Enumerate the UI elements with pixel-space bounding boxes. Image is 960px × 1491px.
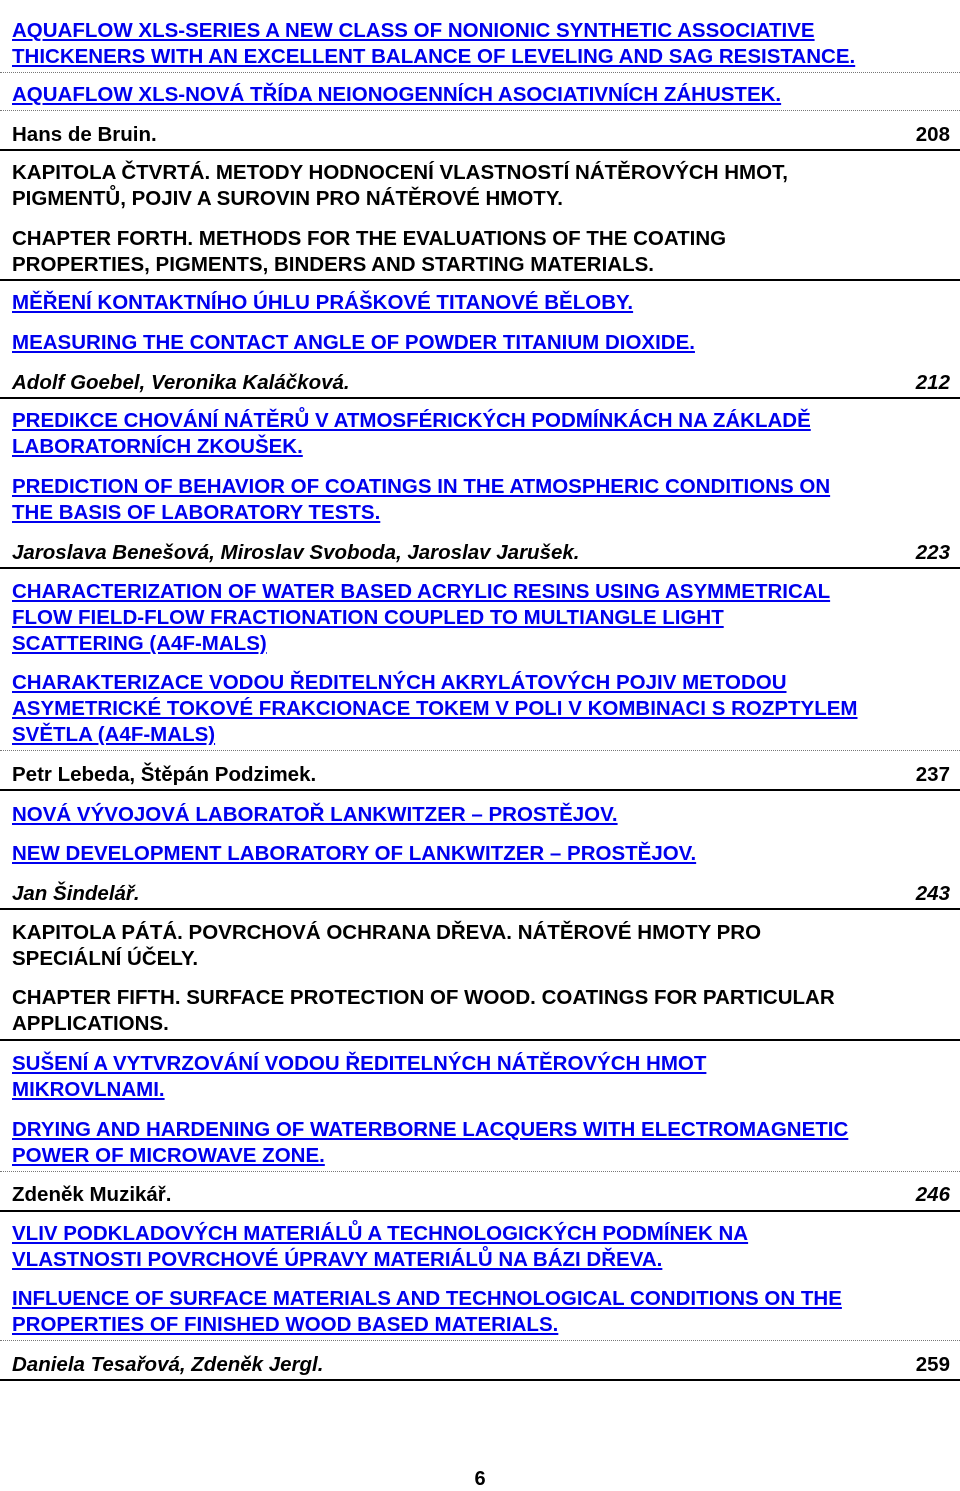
dotted-divider (0, 1171, 960, 1172)
entry-5-page: 243 (915, 882, 950, 905)
entry-6-title-en-line2[interactable]: POWER OF MICROWAVE ZONE. (12, 1144, 325, 1167)
entry-4-title-en-line3[interactable]: SCATTERING (A4F-MALS) (12, 632, 267, 655)
entry-divider (0, 397, 960, 399)
entry-divider (0, 1210, 960, 1212)
entry-4-author: Petr Lebeda, Štěpán Podzimek. (12, 763, 317, 786)
entry-divider (0, 789, 960, 791)
entry-divider (0, 279, 960, 281)
dotted-divider (0, 72, 960, 73)
entry-divider (0, 908, 960, 910)
entry-4-page: 237 (915, 763, 950, 786)
entry-1-page: 208 (915, 123, 950, 146)
entry-6-title-cz-line2[interactable]: MIKROVLNAMI. (12, 1078, 165, 1101)
chapter-4-heading-en-line2: PROPERTIES, PIGMENTS, BINDERS AND STARTING MATERIALS. (12, 253, 654, 276)
entry-6-page: 246 (915, 1183, 950, 1206)
chapter-5-heading-cz-line2: SPECIÁLNÍ ÚČELY. (12, 947, 199, 970)
entry-7-author: Daniela Tesařová, Zdeněk Jergl. (12, 1353, 324, 1376)
entry-2-page: 212 (915, 371, 950, 394)
entry-6-author: Zdeněk Muzikář. (12, 1183, 172, 1206)
chapter-4-heading-cz-line2: PIGMENTŮ, POJIV A SUROVIN PRO NÁTĚROVÉ HMOTY. (12, 187, 563, 210)
entry-3-page: 223 (915, 541, 950, 564)
entry-3-title-cz-line2[interactable]: LABORATORNÍCH ZKOUŠEK. (12, 435, 303, 458)
entry-3-author: Jaroslava Benešová, Miroslav Svoboda, Jaroslav Jarušek. (12, 541, 580, 564)
entry-2-title-cz[interactable]: MĚŘENÍ KONTAKTNÍHO ÚHLU PRÁŠKOVÉ TITANOVÉ BĚLOBY. (12, 291, 634, 314)
entry-5-title-en[interactable]: NEW DEVELOPMENT LABORATORY OF LANKWITZER – PROSTĚJOV. (12, 842, 697, 865)
chapter-5-heading-en-line2: APPLICATIONS. (12, 1012, 169, 1035)
chapter-4-heading-en-line1: CHAPTER FORTH. METHODS FOR THE EVALUATIONS OF THE COATING (12, 227, 727, 250)
chapter-4-heading-cz-line1: KAPITOLA ČTVRTÁ. METODY HODNOCENÍ VLASTNOSTÍ NÁTĚROVÝCH HMOT, (12, 161, 788, 184)
entry-1-title-cz[interactable]: AQUAFLOW XLS-NOVÁ TŘÍDA NEIONOGENNÍCH ASOCIATIVNÍCH ZÁHUSTEK. (12, 83, 782, 106)
entry-7-page: 259 (915, 1353, 950, 1376)
entry-6-title-cz-line1[interactable]: SUŠENÍ A VYTVRZOVÁNÍ VODOU ŘEDITELNÝCH NÁTĚROVÝCH HMOT (12, 1052, 707, 1075)
entry-4-title-cz-line1[interactable]: CHARAKTERIZACE VODOU ŘEDITELNÝCH AKRYLÁTOVÝCH POJIV METODOU (12, 671, 787, 694)
entry-1-author: Hans de Bruin. (12, 123, 157, 146)
entry-7-title-cz-line2[interactable]: VLASTNOSTI POVRCHOVÉ ÚPRAVY MATERIÁLŮ NA BÁZI DŘEVA. (12, 1248, 663, 1271)
entry-3-title-cz-line1[interactable]: PREDIKCE CHOVÁNÍ NÁTĚRŮ V ATMOSFÉRICKÝCH PODMÍNKÁCH NA ZÁKLADĚ (12, 409, 811, 432)
entry-divider (0, 1379, 960, 1381)
page-number: 6 (474, 1468, 486, 1490)
entry-4-title-en-line2[interactable]: FLOW FIELD-FLOW FRACTIONATION COUPLED TO MULTIANGLE LIGHT (12, 606, 724, 629)
dotted-divider (0, 1340, 960, 1341)
entry-4-title-cz-line2[interactable]: ASYMETRICKÉ TOKOVÉ FRAKCIONACE TOKEM V POLI V KOMBINACI S ROZPTYLEM (12, 697, 858, 720)
entry-2-title-en[interactable]: MEASURING THE CONTACT ANGLE OF POWDER TITANIUM DIOXIDE. (12, 331, 695, 354)
entry-divider (0, 149, 960, 151)
entry-4-title-en-line1[interactable]: CHARACTERIZATION OF WATER BASED ACRYLIC RESINS USING ASYMMETRICAL (12, 580, 831, 603)
dotted-divider (0, 110, 960, 111)
dotted-divider (0, 750, 960, 751)
entry-divider (0, 1039, 960, 1041)
entry-4-title-cz-line3[interactable]: SVĚTLA (A4F-MALS) (12, 723, 216, 746)
entry-3-title-en-line2[interactable]: THE BASIS OF LABORATORY TESTS. (12, 501, 381, 524)
entry-6-title-en-line1[interactable]: DRYING AND HARDENING OF WATERBORNE LACQUERS WITH ELECTROMAGNETIC (12, 1118, 849, 1141)
entry-1-title-en-line2[interactable]: THICKENERS WITH AN EXCELLENT BALANCE OF LEVELING AND SAG RESISTANCE. (12, 45, 856, 68)
chapter-5-heading-cz-line1: KAPITOLA PÁTÁ. POVRCHOVÁ OCHRANA DŘEVA. NÁTĚROVÉ HMOTY PRO (12, 921, 762, 944)
entry-2-author: Adolf Goebel, Veronika Kaláčková. (12, 371, 350, 394)
chapter-5-heading-en-line1: CHAPTER FIFTH. SURFACE PROTECTION OF WOOD. COATINGS FOR PARTICULAR (12, 986, 835, 1009)
entry-7-title-en-line1[interactable]: INFLUENCE OF SURFACE MATERIALS AND TECHNOLOGICAL CONDITIONS ON THE (12, 1287, 842, 1310)
entry-5-title-cz[interactable]: NOVÁ VÝVOJOVÁ LABORATOŘ LANKWITZER – PROSTĚJOV. (12, 803, 618, 826)
entry-5-author: Jan Šindelář. (12, 882, 140, 905)
entry-divider (0, 567, 960, 569)
entry-7-title-en-line2[interactable]: PROPERTIES OF FINISHED WOOD BASED MATERIALS. (12, 1313, 559, 1336)
entry-7-title-cz-line1[interactable]: VLIV PODKLADOVÝCH MATERIÁLŮ A TECHNOLOGICKÝCH PODMÍNEK NA (12, 1222, 749, 1245)
entry-1-title-en-line1[interactable]: AQUAFLOW XLS-SERIES A NEW CLASS OF NONIONIC SYNTHETIC ASSOCIATIVE (12, 19, 815, 42)
entry-3-title-en-line1[interactable]: PREDICTION OF BEHAVIOR OF COATINGS IN THE ATMOSPHERIC CONDITIONS ON (12, 475, 831, 498)
